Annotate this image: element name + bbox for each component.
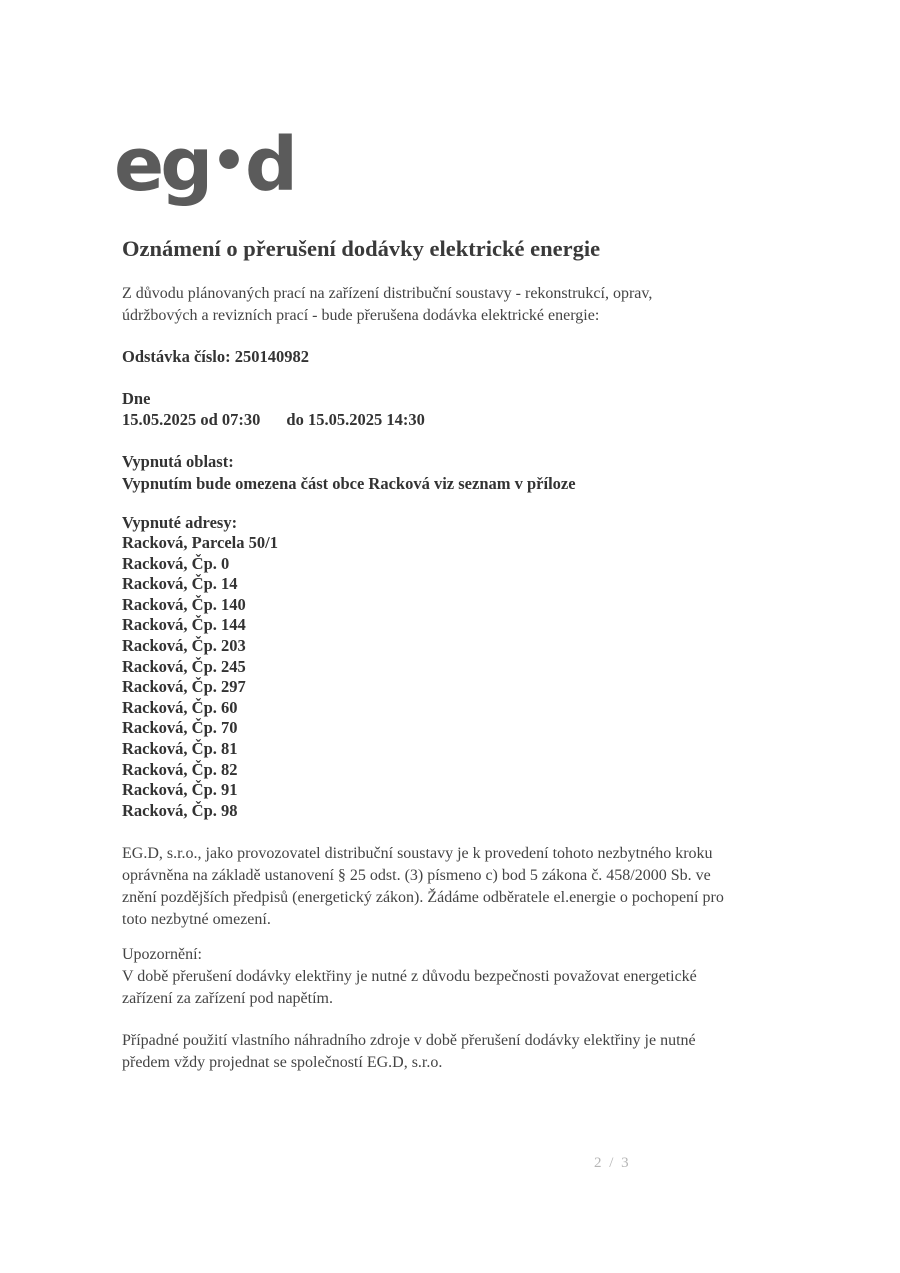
address-item: Racková, Čp. 91 — [122, 780, 238, 800]
warning-line: V době přerušení dodávky elektřiny je nutné z důvodu bezpečnosti považovat energetické — [122, 968, 697, 985]
intro-line: Z důvodu plánovaných prací na zařízení distribuční soustavy - rekonstrukcí, oprav, — [122, 285, 653, 302]
address-item: Racková, Čp. 81 — [122, 738, 238, 758]
address-item: Racková, Čp. 140 — [122, 594, 246, 614]
egd-logo: eg•d — [114, 122, 294, 208]
date-label: Dne — [122, 389, 151, 408]
address-list — [122, 533, 278, 821]
own-source-paragraph — [122, 1030, 696, 1074]
shutdown-number — [122, 347, 309, 367]
warning-paragraph — [122, 944, 697, 1010]
address-item: Racková, Parcela 50/1 — [122, 533, 278, 552]
affected-area — [122, 451, 576, 495]
address-item: Racková, Čp. 82 — [122, 759, 238, 779]
own-source-line: Případné použití vlastního náhradního zdroje v době přerušení dodávky elektřiny je nutné — [122, 1032, 696, 1049]
address-item: Racková, Čp. 60 — [122, 697, 238, 717]
address-item: Racková, Čp. 14 — [122, 574, 238, 594]
legal-line: oprávněna na základě ustanovení § 25 odst. (3) písmeno c) bod 5 zákona č. 458/2000 Sb. ve — [122, 867, 711, 884]
address-item: Racková, Čp. 297 — [122, 677, 246, 697]
area-text: Vypnutím bude omezena část obce Racková viz seznam v příloze — [122, 474, 576, 493]
intro-line: údržbových a revizních prací - bude přerušena dodávka elektrické energie: — [122, 307, 600, 324]
intro-paragraph — [122, 283, 652, 327]
legal-line: toto nezbytné omezení. — [122, 911, 271, 928]
shutdown-label: Odstávka číslo: — [122, 347, 231, 366]
address-item: Racková, Čp. 70 — [122, 718, 238, 738]
addresses-label: Vypnuté adresy: — [122, 513, 238, 532]
address-item: Racková, Čp. 144 — [122, 615, 246, 635]
legal-paragraph — [122, 843, 724, 931]
warning-line: zařízení za zařízení pod napětím. — [122, 990, 333, 1007]
address-item: Racková, Čp. 98 — [122, 800, 238, 820]
date-to: do 15.05.2025 14:30 — [286, 410, 425, 429]
shutdown-value: 250140982 — [234, 347, 310, 366]
legal-line: znění pozdějších předpisů (energetický zákon). Žádáme odběratele el.energie o pochopení pro — [122, 889, 724, 906]
document-title: Oznámení o přerušení dodávky elektrické energie — [122, 236, 601, 261]
area-label: Vypnutá oblast: — [122, 452, 234, 471]
own-source-line: předem vždy projednat se společností EG.D, s.r.o. — [122, 1054, 443, 1071]
address-item: Racková, Čp. 203 — [122, 635, 246, 655]
warning-label: Upozornění: — [122, 946, 202, 963]
address-item: Racková, Čp. 245 — [122, 656, 246, 676]
page-number: 2 / 3 — [594, 1155, 631, 1171]
date-from: 15.05.2025 od 07:30 — [122, 410, 261, 429]
shutdown-date — [122, 388, 425, 430]
address-item: Racková, Čp. 0 — [122, 553, 230, 573]
legal-line: EG.D, s.r.o., jako provozovatel distribuční soustavy je k provedení tohoto nezbytného kroku — [122, 845, 713, 862]
